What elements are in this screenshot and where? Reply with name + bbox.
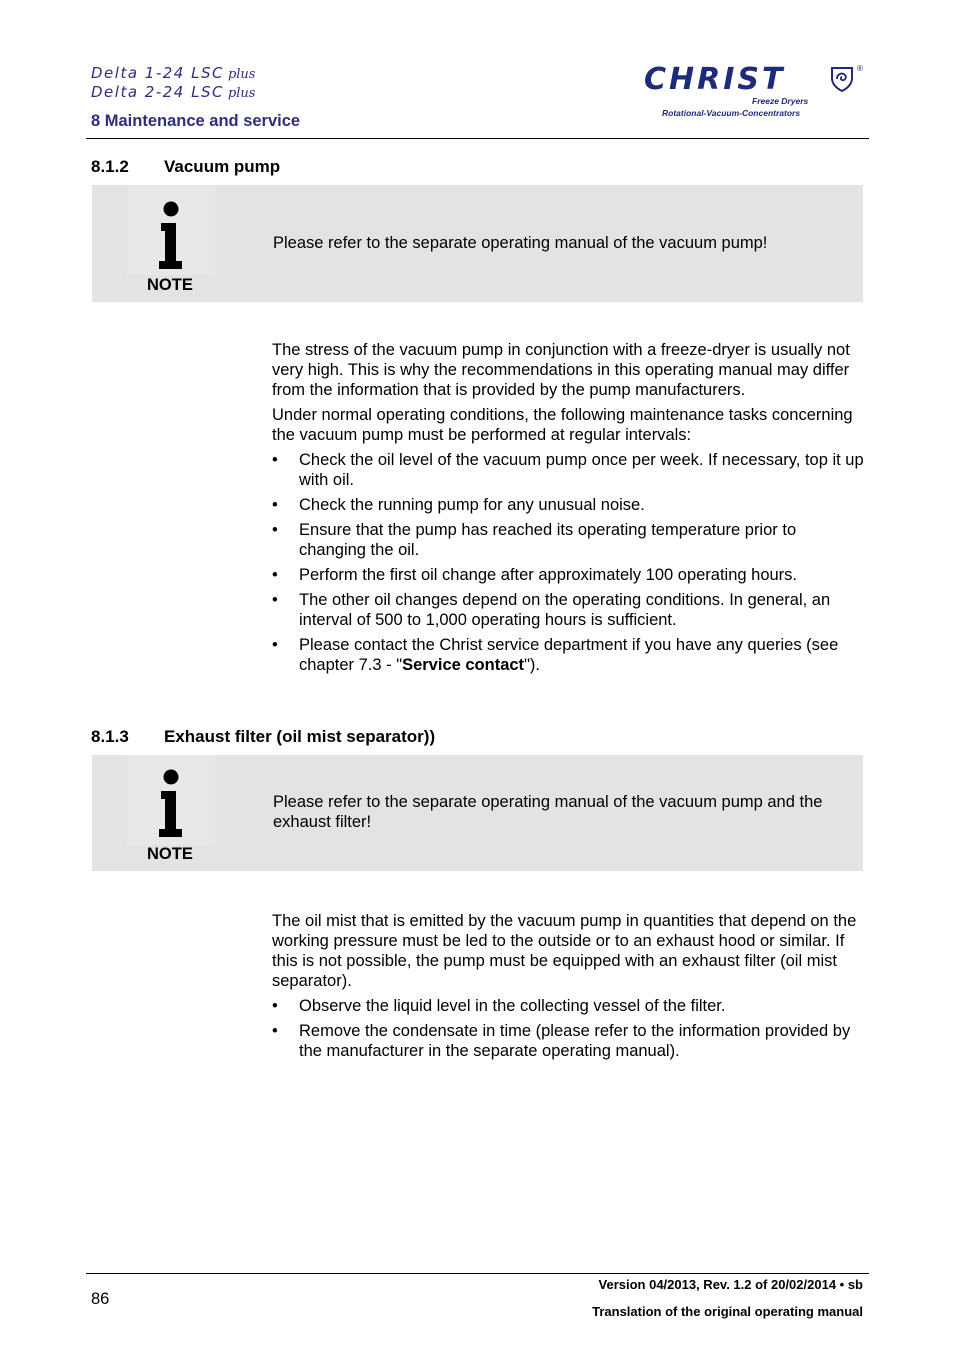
logo-brand: CHRIST (644, 62, 786, 97)
bullet: • (272, 997, 278, 1015)
bullet: • (272, 566, 278, 584)
note-icon-cell (127, 185, 215, 275)
model-line-2: Delta 2-24 LSC plus (91, 83, 256, 101)
bullet-list (272, 450, 864, 675)
note-label: NOTE (147, 276, 193, 294)
list-item: • Check the oil level of the vacuum pump once per week. If necessary, top it up with oil. (272, 451, 864, 489)
bullet: • (272, 636, 278, 654)
bullet: • (272, 496, 278, 514)
paragraph: The stress of the vacuum pump in conjunction with a freeze-dryer is usually not very high. This is why the recommendations in this operating manual may differ from the information that is provided by the pump manufacturers. (272, 341, 850, 399)
note-box (92, 755, 863, 871)
bullet-list (272, 996, 864, 1061)
footer-divider (86, 1273, 869, 1274)
logo-tagline-2: Rotational-Vacuum-Concentrators (662, 108, 801, 118)
version-info: Version 04/2013, Rev. 1.2 of 20/02/2014 • sb (598, 1277, 863, 1292)
info-icon (156, 769, 186, 839)
section-number: 8.1.3 (91, 727, 129, 746)
note-text: Please refer to the separate operating manual of the vacuum pump and the exhaust filter! (273, 793, 823, 831)
note-box (92, 185, 863, 302)
translation-note: Translation of the original operating manual (592, 1304, 863, 1319)
header-divider (86, 138, 869, 139)
bullet: • (272, 591, 278, 609)
note-icon-cell (127, 755, 215, 845)
section-title: Exhaust filter (oil mist separator)) (164, 727, 436, 746)
bullet: • (272, 451, 278, 469)
paragraph: The oil mist that is emitted by the vacuum pump in quantities that depend on the working pressure must be led to the outside or to an exhaust hood or similar. If this is not possible, the pump must be equipped with an exhaust filter (oil mist separator). (272, 912, 857, 990)
list-item: • Check the running pump for any unusual noise. (272, 496, 645, 514)
christ-logo (644, 62, 866, 122)
info-icon (156, 201, 186, 271)
shield-icon (830, 66, 854, 92)
section-number: 8.1.2 (91, 157, 129, 176)
list-item: • Remove the condensate in time (please refer to the information provided by the manufacturer in the separate operating manual). (272, 1022, 851, 1060)
list-item: • Please contact the Christ service department if you have any queries (see chapter 7.3 - "Service contact"). (272, 636, 839, 674)
model-line-1: Delta 1-24 LSC plus (91, 64, 256, 82)
paragraph: Under normal operating conditions, the following maintenance tasks concerning the vacuum pump must be performed at regular intervals: (272, 406, 853, 444)
bullet: • (272, 1022, 278, 1040)
logo-tagline-1: Freeze Dryers (752, 96, 809, 106)
list-item: • Perform the first oil change after approximately 100 operating hours. (272, 566, 798, 584)
section-title: Vacuum pump (164, 157, 281, 176)
chapter-title: 8 Maintenance and service (91, 112, 301, 130)
note-text: Please refer to the separate operating manual of the vacuum pump! (273, 234, 768, 252)
service-contact-reference: Service contact (402, 656, 525, 674)
registered-mark: ® (857, 64, 863, 73)
section-body (272, 911, 864, 1066)
bullet: • (272, 521, 278, 539)
section-body (272, 340, 864, 680)
page-number: 86 (91, 1290, 110, 1308)
list-item: • Ensure that the pump has reached its operating temperature prior to changing the oil. (272, 521, 797, 559)
list-item: • The other oil changes depend on the operating conditions. In general, an interval of 500 to 1,000 operating hours is sufficient. (272, 591, 831, 629)
note-label: NOTE (147, 845, 193, 863)
list-item: • Observe the liquid level in the collecting vessel of the filter. (272, 997, 726, 1015)
